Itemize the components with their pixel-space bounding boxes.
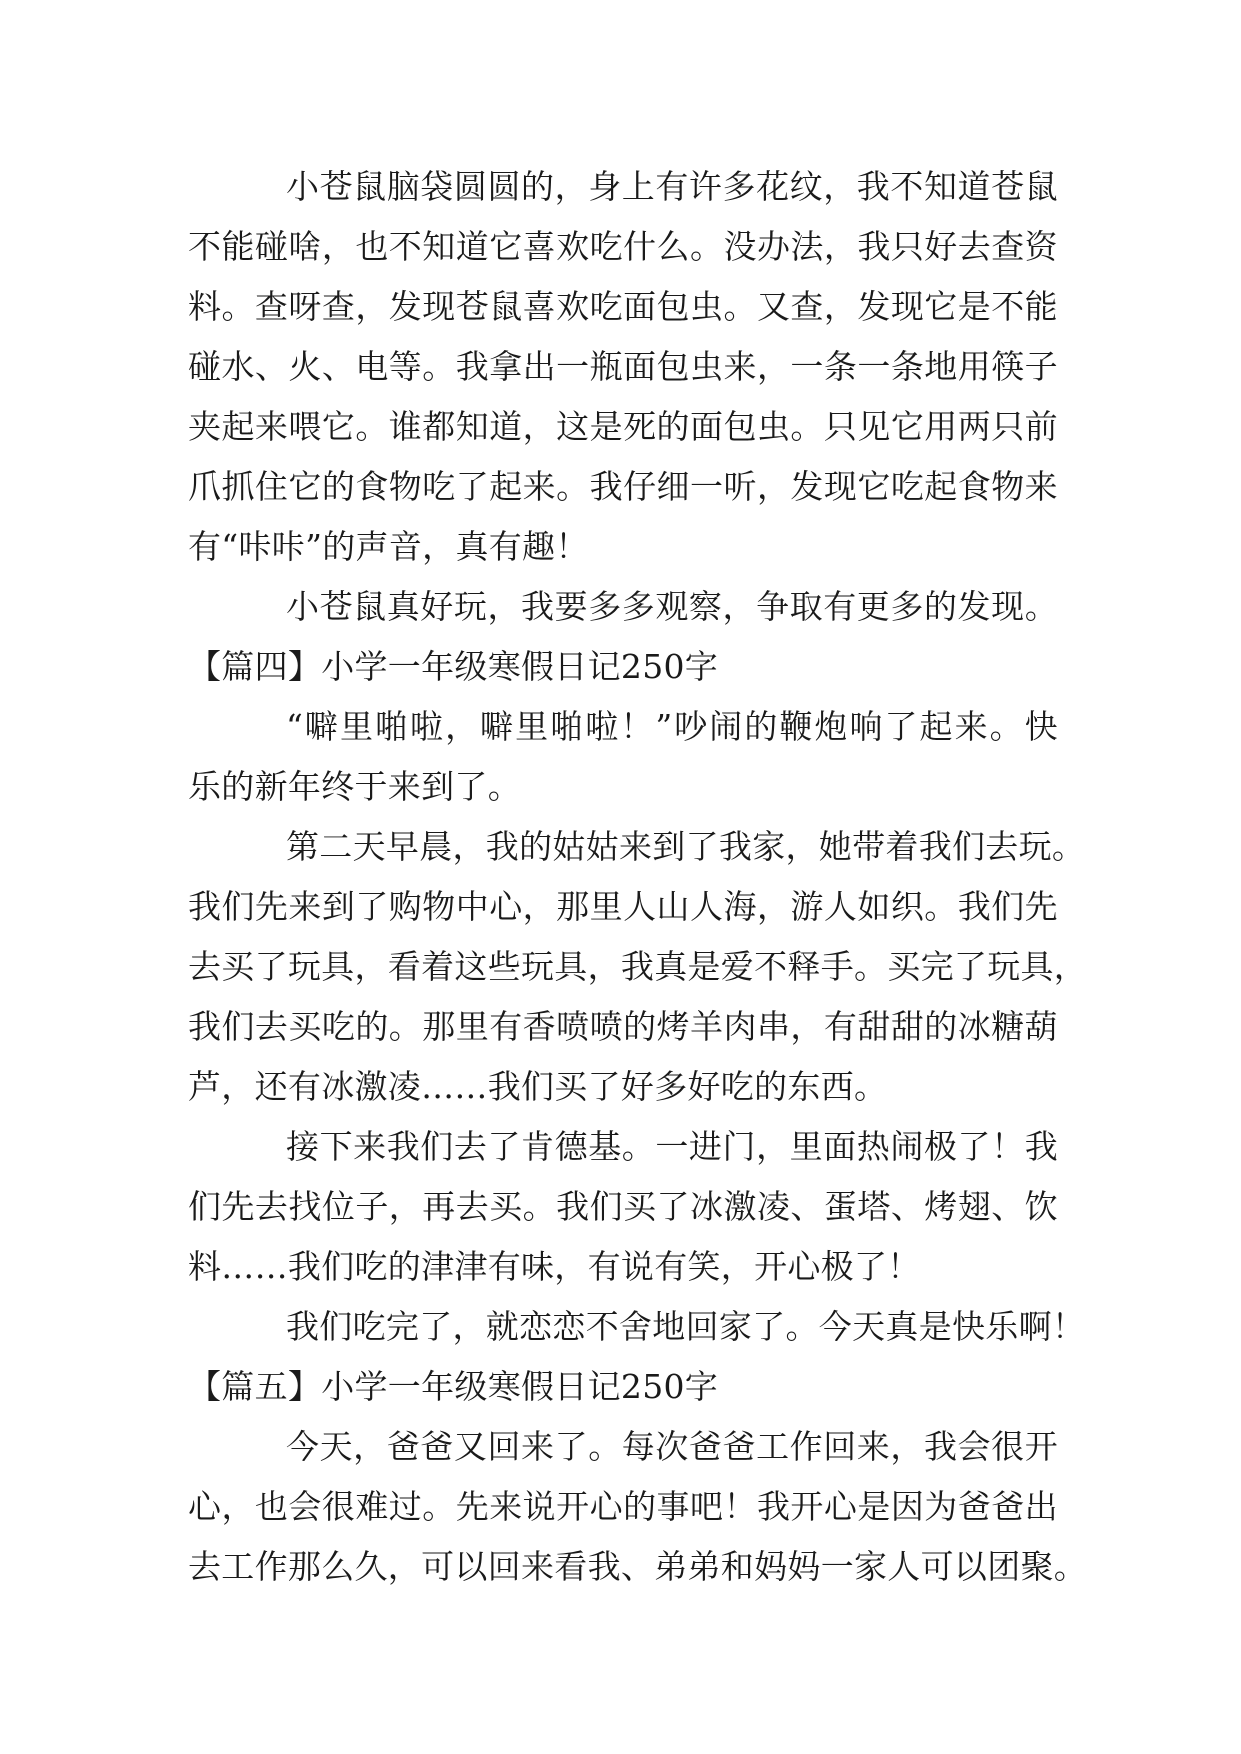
text-line: 今天，爸爸又回来了。每次爸爸工作回来，我会很开 bbox=[286, 1427, 1058, 1466]
text-line: 料……我们吃的津津有味，有说有笑，开心极了！ bbox=[188, 1247, 921, 1286]
paragraph-go-home bbox=[188, 1297, 1086, 1357]
text-line: 碰水、火、电等。我拿出一瓶面包虫来，一条一条地用筷子 bbox=[188, 347, 1058, 386]
text-line: 夹起来喂它。谁都知道，这是死的面包虫。只见它用两只前 bbox=[188, 407, 1058, 446]
text-line: 去工作那么久，可以回来看我、弟弟和妈妈一家人可以团聚。 bbox=[188, 1547, 1088, 1586]
paragraph-new-year bbox=[188, 697, 1058, 817]
text-line: 们先去找位子，再去买。我们买了冰激凌、蛋塔、烤翅、饮 bbox=[188, 1187, 1058, 1226]
paragraph-shopping bbox=[188, 817, 1088, 1117]
text-line: 我们去买吃的。那里有香喷喷的烤羊肉串，有甜甜的冰糖葫 bbox=[188, 1007, 1058, 1046]
text-line: 不能碰啥，也不知道它喜欢吃什么。没办法，我只好去查资 bbox=[188, 227, 1058, 266]
text-line: “噼里啪啦，噼里啪啦！”吵闹的鞭炮响了起来。快 bbox=[286, 707, 1058, 746]
section-heading-4: 【篇四】小学一年级寒假日记250字 bbox=[188, 647, 719, 686]
text-line: 我们吃完了，就恋恋不舍地回家了。今天真是快乐啊！ bbox=[286, 1307, 1086, 1346]
text-line: 芦，还有冰激凌……我们买了好多好吃的东西。 bbox=[188, 1067, 888, 1106]
paragraph-kfc bbox=[188, 1117, 1058, 1297]
text-line: 去买了玩具，看着这些玩具，我真是爱不释手。买完了玩具， bbox=[188, 947, 1088, 986]
paragraph-hamster-description bbox=[188, 157, 1058, 577]
text-line: 小苍鼠真好玩，我要多多观察，争取有更多的发现。 bbox=[286, 587, 1058, 626]
section-heading-5: 【篇五】小学一年级寒假日记250字 bbox=[188, 1367, 719, 1406]
text-line: 接下来我们去了肯德基。一进门，里面热闹极了！我 bbox=[286, 1127, 1058, 1166]
text-line: 心，也会很难过。先来说开心的事吧！我开心是因为爸爸出 bbox=[188, 1487, 1058, 1526]
paragraph-hamster-conclusion bbox=[188, 577, 1058, 637]
text-line: 有“咔咔”的声音，真有趣！ bbox=[188, 527, 589, 566]
text-line: 第二天早晨，我的姑姑来到了我家，她带着我们去玩。 bbox=[286, 827, 1086, 866]
text-line: 爪抓住它的食物吃了起来。我仔细一听，发现它吃起食物来 bbox=[188, 467, 1058, 506]
paragraph-dad-returns bbox=[188, 1417, 1088, 1597]
text-line: 我们先来到了购物中心，那里人山人海，游人如织。我们先 bbox=[188, 887, 1058, 926]
text-line: 小苍鼠脑袋圆圆的，身上有许多花纹，我不知道苍鼠 bbox=[286, 167, 1058, 206]
document-body bbox=[188, 157, 1088, 1597]
text-line: 乐的新年终于来到了。 bbox=[188, 767, 521, 806]
text-line: 料。查呀查，发现苍鼠喜欢吃面包虫。又查，发现它是不能 bbox=[188, 287, 1058, 326]
